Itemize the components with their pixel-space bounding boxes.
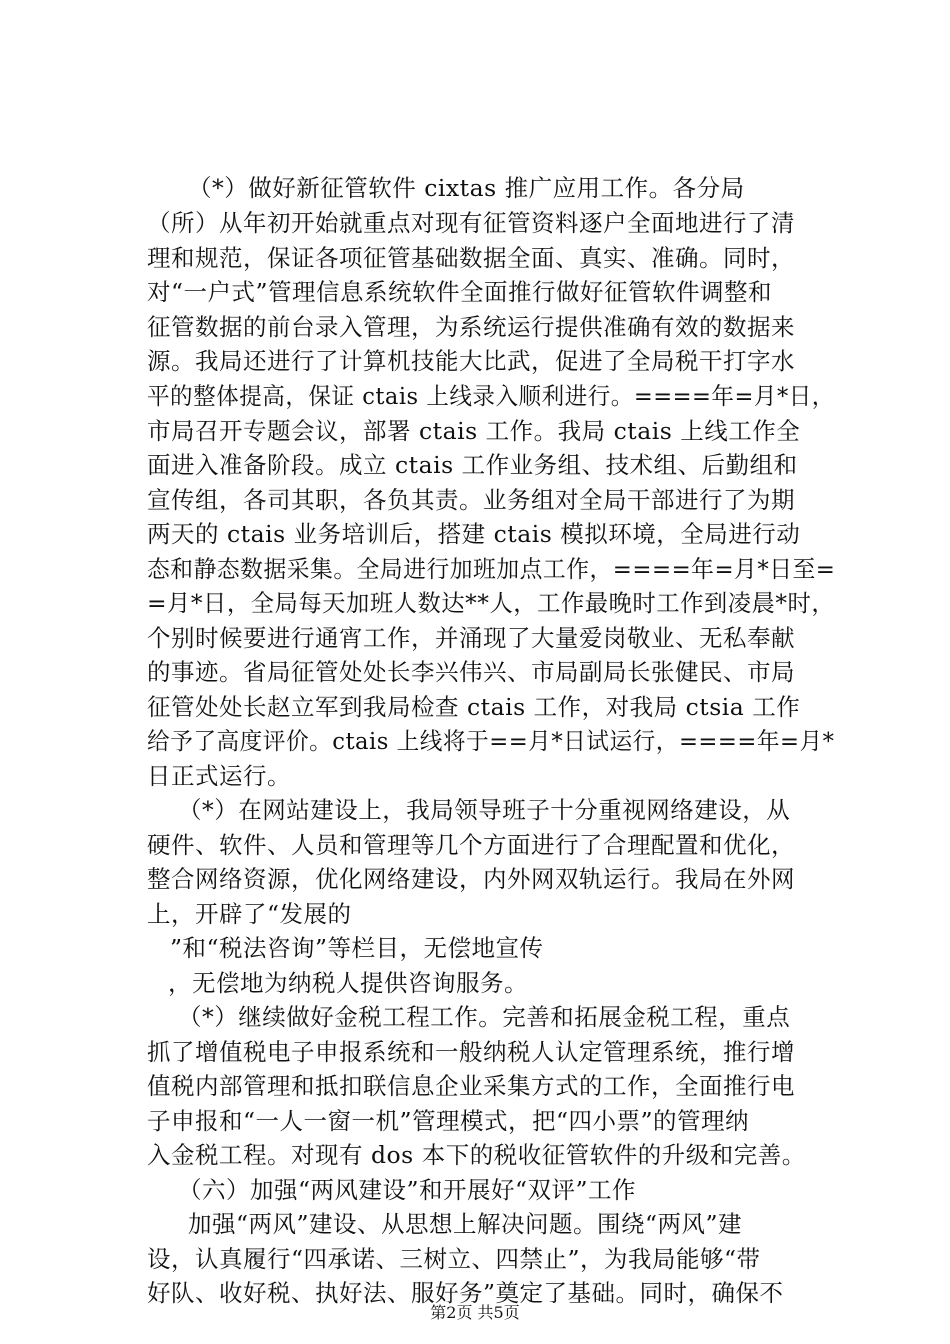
body-text-line: 征管处处长赵立军到我局检查 ctais 工作，对我局 ctsia 工作 — [147, 693, 801, 721]
body-text-line: 两天的 ctais 业务培训后，搭建 ctais 模拟环境，全局进行动 — [147, 520, 801, 548]
body-text-line: ，无偿地为纳税人提供咨询服务。 — [168, 969, 528, 997]
body-text-line: 设，认真履行“四承诺、三树立、四禁止”，为我局能够“带 — [147, 1245, 761, 1273]
body-text-line: （*）在网站建设上，我局领导班子十分重视网络建设，从 — [178, 796, 791, 824]
body-text-line: （*）做好新征管软件 cixtas 推广应用工作。各分局 — [188, 174, 745, 202]
body-text-line: 理和规范，保证各项征管基础数据全面、真实、准确。同时， — [147, 244, 795, 272]
page-footer: 第2页 共5页 — [430, 1303, 520, 1322]
body-text-line: 值税内部管理和抵扣联信息企业采集方式的工作，全面推行电 — [147, 1072, 795, 1100]
body-text-line: 征管数据的前台录入管理，为系统运行提供准确有效的数据来 — [147, 313, 795, 341]
body-text-line: 硬件、软件、人员和管理等几个方面进行了合理配置和优化， — [147, 831, 795, 859]
body-text-line: 宣传组，各司其职，各负其责。业务组对全局干部进行了为期 — [147, 486, 795, 514]
body-text-line: 日正式运行。 — [147, 762, 291, 790]
body-text-line: 平的整体提高，保证 ctais 上线录入顺利进行。====年=月*日， — [147, 382, 835, 410]
section-heading: （六）加强“两风建设”和开展好“双评”工作 — [178, 1176, 637, 1204]
body-text-line: =月*日，全局每天加班人数达**人，工作最晚时工作到凌晨*时， — [147, 589, 836, 617]
body-text-line: 市局召开专题会议，部署 ctais 工作。我局 ctais 上线工作全 — [147, 417, 801, 445]
body-text-line: 子申报和“一人一窗一机”管理模式，把“四小票”的管理纳 — [147, 1107, 750, 1135]
body-text-line: ”和“税法咨询”等栏目，无偿地宣传 — [170, 934, 544, 962]
body-text-line: 整合网络资源，优化网络建设，内外网双轨运行。我局在外网 — [147, 865, 795, 893]
body-text-line: （所）从年初开始就重点对现有征管资料逐户全面地进行了清 — [147, 209, 795, 237]
body-text-line: （*）继续做好金税工程工作。完善和拓展金税工程，重点 — [178, 1003, 791, 1031]
body-text-line: 面进入准备阶段。成立 ctais 工作业务组、技术组、后勤组和 — [147, 451, 798, 479]
body-text-line: 源。我局还进行了计算机技能大比武，促进了全局税干打字水 — [147, 347, 795, 375]
body-text-line: 上，开辟了“发展的 — [147, 900, 352, 928]
body-text-line: 入金税工程。对现有 dos 本下的税收征管软件的升级和完善。 — [147, 1141, 806, 1169]
body-text-line: 对“一户式”管理信息系统软件全面推行做好征管软件调整和 — [147, 278, 773, 306]
body-text-line: 个别时候要进行通宵工作，并涌现了大量爱岗敬业、无私奉献 — [147, 624, 795, 652]
body-text-line: 的事迹。省局征管处处长李兴伟兴、市局副局长张健民、市局 — [147, 658, 795, 686]
body-text-line: 加强“两风”建设、从思想上解决问题。围绕“两风”建 — [188, 1210, 743, 1238]
body-text-line: 态和静态数据采集。全局进行加班加点工作，====年=月*日至= — [147, 555, 836, 583]
body-text-line: 抓了增值税电子申报系统和一般纳税人认定管理系统，推行增 — [147, 1038, 795, 1066]
body-text-line: 给予了高度评价。ctais 上线将于==月*日试运行，====年=月* — [147, 727, 835, 755]
body-text-line: 好队、收好税、执好法、服好务”奠定了基础。同时，确保不 — [147, 1279, 784, 1307]
